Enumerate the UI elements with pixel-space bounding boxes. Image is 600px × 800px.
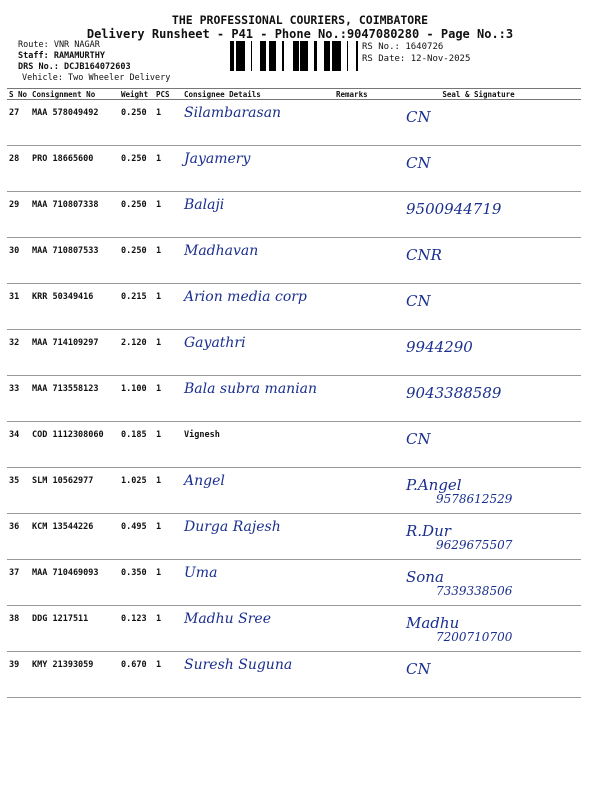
- row-consignee: [182, 514, 334, 560]
- barcode-bar: [336, 41, 338, 71]
- row-consignee: [182, 238, 334, 284]
- row-consignment: MAA 710469093: [30, 560, 119, 606]
- consignee-name: Angel: [184, 473, 225, 489]
- row-consignee: [182, 606, 334, 652]
- barcode-bar: [269, 41, 270, 71]
- signature-phone: 7339338506: [436, 584, 513, 598]
- row-pcs: 1: [154, 146, 182, 192]
- barcode-bar: [329, 41, 330, 71]
- consignee-name: Durga Rajesh: [184, 519, 281, 535]
- table-header-row: [7, 89, 581, 100]
- company-title: THE PROFESSIONAL COURIERS, COIMBATORE: [171, 13, 429, 27]
- row-consignment: PRO 18665600: [30, 146, 119, 192]
- row-weight: 0.670: [119, 652, 154, 698]
- table-row: [7, 560, 581, 606]
- signature-mark: P.Angel: [406, 476, 462, 494]
- row-signature: [376, 376, 581, 422]
- barcode-bar: [294, 41, 296, 71]
- signature-phone: 9629675507: [436, 538, 513, 552]
- table-row: [7, 284, 581, 330]
- table-row: [7, 376, 581, 422]
- row-pcs: 1: [154, 652, 182, 698]
- row-remarks: [334, 652, 376, 698]
- row-pcs: 1: [154, 100, 182, 146]
- barcode-bar: [335, 41, 336, 71]
- row-sno: 27: [7, 100, 30, 146]
- row-sno: 32: [7, 330, 30, 376]
- consignee-name: Uma: [184, 565, 218, 581]
- row-signature: [376, 330, 581, 376]
- route-label: Route: VNR NAGAR: [18, 40, 100, 50]
- barcode-bar: [272, 41, 275, 71]
- signature-mark: CN: [406, 430, 431, 448]
- row-signature: [376, 192, 581, 238]
- col-signature: Seal & Signature: [376, 89, 581, 100]
- row-weight: 0.185: [119, 422, 154, 468]
- row-pcs: 1: [154, 514, 182, 560]
- row-consignment: COD 1112308060: [30, 422, 119, 468]
- row-consignee: [182, 192, 334, 238]
- row-weight: 0.215: [119, 284, 154, 330]
- barcode-bar: [242, 41, 245, 71]
- row-sno: 29: [7, 192, 30, 238]
- row-consignee: [182, 284, 334, 330]
- row-consignee: [182, 100, 334, 146]
- signature-mark: CN: [406, 292, 431, 310]
- barcode-bar: [260, 41, 263, 71]
- rs-number: RS No.: 1640726: [362, 42, 444, 52]
- row-pcs: 1: [154, 376, 182, 422]
- row-signature: [376, 560, 581, 606]
- row-remarks: [334, 192, 376, 238]
- row-consignment: MAA 578049492: [30, 100, 119, 146]
- row-sno: 28: [7, 146, 30, 192]
- barcode-bar: [296, 41, 299, 71]
- signature-phone: 7200710700: [436, 630, 513, 644]
- col-consignee: Consignee Details: [182, 89, 334, 100]
- rs-date: RS Date: 12-Nov-2025: [362, 54, 471, 64]
- row-consignment: DDG 1217511: [30, 606, 119, 652]
- table-row: [7, 330, 581, 376]
- row-signature: [376, 146, 581, 192]
- row-sno: 37: [7, 560, 30, 606]
- table-row: [7, 468, 581, 514]
- table-row: [7, 514, 581, 560]
- row-signature: [376, 652, 581, 698]
- col-sno: S No: [7, 89, 30, 100]
- row-consignment: MAA 713558123: [30, 376, 119, 422]
- barcode-bar: [326, 41, 329, 71]
- table-row: [7, 606, 581, 652]
- row-weight: 0.250: [119, 146, 154, 192]
- table-row: [7, 422, 581, 468]
- signature-mark: CN: [406, 154, 431, 172]
- barcode-bar: [236, 41, 239, 71]
- row-sno: 35: [7, 468, 30, 514]
- barcode-bar: [338, 41, 341, 71]
- barcode-bar: [293, 41, 294, 71]
- row-pcs: 1: [154, 330, 182, 376]
- row-remarks: [334, 422, 376, 468]
- row-sno: 31: [7, 284, 30, 330]
- barcode-bar: [239, 41, 240, 71]
- row-consignment: KCM 13544226: [30, 514, 119, 560]
- row-consignment: MAA 710807338: [30, 192, 119, 238]
- runsheet-subtitle: Delivery Runsheet - P41 - Phone No.:9047080280 - Page No.:3: [86, 27, 514, 41]
- barcode-bar: [263, 41, 264, 71]
- drs-label: DRS No.: DCJB164072603: [18, 62, 131, 72]
- row-consignment: MAA 710807533: [30, 238, 119, 284]
- row-pcs: 1: [154, 238, 182, 284]
- table-row: [7, 100, 581, 146]
- signature-mark: 9944290: [406, 338, 473, 356]
- signature-mark: 9043388589: [406, 384, 502, 402]
- barcode-bar: [324, 41, 326, 71]
- row-consignment: KRR 50349416: [30, 284, 119, 330]
- row-pcs: 1: [154, 606, 182, 652]
- signature-phone: 9578612529: [436, 492, 513, 506]
- row-remarks: [334, 376, 376, 422]
- signature-mark: CNR: [406, 246, 442, 264]
- row-consignee: [182, 652, 334, 698]
- consignee-name: Madhu Sree: [184, 611, 271, 627]
- col-consignment: Consignment No: [30, 89, 119, 100]
- staff-label: Staff: RAMAMURTHY: [18, 51, 105, 61]
- row-signature: [376, 284, 581, 330]
- row-pcs: 1: [154, 192, 182, 238]
- consignee-name: Bala subra manian: [184, 381, 318, 397]
- row-consignment: KMY 21393059: [30, 652, 119, 698]
- signature-mark: R.Dur: [406, 522, 451, 540]
- row-consignment: SLM 10562977: [30, 468, 119, 514]
- row-weight: 0.250: [119, 192, 154, 238]
- col-remarks: Remarks: [334, 89, 376, 100]
- row-sno: 30: [7, 238, 30, 284]
- row-remarks: [334, 514, 376, 560]
- barcode-bar: [251, 41, 252, 71]
- signature-mark: CN: [406, 660, 431, 678]
- row-consignee: [182, 422, 334, 468]
- row-remarks: [334, 468, 376, 514]
- barcode-bar: [230, 41, 233, 71]
- row-sno: 36: [7, 514, 30, 560]
- consignee-name: Madhavan: [184, 243, 259, 259]
- row-weight: 0.495: [119, 514, 154, 560]
- barcode-bar: [264, 41, 266, 71]
- row-remarks: [334, 284, 376, 330]
- barcode: [230, 41, 358, 71]
- row-consignee: [182, 146, 334, 192]
- row-weight: 0.250: [119, 100, 154, 146]
- row-remarks: [334, 100, 376, 146]
- row-weight: 1.100: [119, 376, 154, 422]
- row-sno: 38: [7, 606, 30, 652]
- runsheet-table: [7, 88, 581, 698]
- row-pcs: 1: [154, 468, 182, 514]
- barcode-bar: [305, 41, 306, 71]
- barcode-bar: [356, 41, 358, 71]
- col-pcs: PCS: [154, 89, 182, 100]
- row-consignee: [182, 468, 334, 514]
- signature-mark: Madhu: [406, 614, 460, 632]
- row-remarks: [334, 560, 376, 606]
- row-pcs: 1: [154, 422, 182, 468]
- barcode-bar: [332, 41, 335, 71]
- table-row: [7, 146, 581, 192]
- row-remarks: [334, 330, 376, 376]
- consignee-name: Balaji: [184, 197, 225, 213]
- row-signature: [376, 238, 581, 284]
- consignee-name: Silambarasan: [184, 105, 282, 121]
- barcode-bar: [282, 41, 284, 71]
- row-consignee: [182, 560, 334, 606]
- table-row: [7, 652, 581, 698]
- barcode-bar: [306, 41, 308, 71]
- vehicle-label: Vehicle: Two Wheeler Delivery: [22, 73, 171, 83]
- row-weight: 0.250: [119, 238, 154, 284]
- signature-mark: Sona: [406, 568, 444, 586]
- barcode-bar: [275, 41, 276, 71]
- row-weight: 0.123: [119, 606, 154, 652]
- col-weight: Weight: [119, 89, 154, 100]
- barcode-bar: [240, 41, 242, 71]
- barcode-bar: [347, 41, 348, 71]
- row-signature: [376, 100, 581, 146]
- row-consignee: [182, 330, 334, 376]
- row-weight: 0.350: [119, 560, 154, 606]
- barcode-bar: [302, 41, 305, 71]
- consignee-name: Suresh Suguna: [184, 657, 293, 673]
- row-sno: 39: [7, 652, 30, 698]
- barcode-bar: [314, 41, 317, 71]
- row-remarks: [334, 146, 376, 192]
- barcode-bar: [300, 41, 302, 71]
- row-consignee: [182, 376, 334, 422]
- row-signature: [376, 606, 581, 652]
- table-row: [7, 238, 581, 284]
- barcode-bar: [233, 41, 234, 71]
- row-signature: [376, 514, 581, 560]
- row-weight: 2.120: [119, 330, 154, 376]
- signature-mark: 9500944719: [406, 200, 502, 218]
- row-pcs: 1: [154, 284, 182, 330]
- row-pcs: 1: [154, 560, 182, 606]
- barcode-bar: [270, 41, 272, 71]
- row-weight: 1.025: [119, 468, 154, 514]
- consignee-name: Arion media corp: [184, 289, 307, 305]
- consignee-name: Vignesh: [184, 430, 220, 440]
- row-remarks: [334, 606, 376, 652]
- row-remarks: [334, 238, 376, 284]
- row-sno: 33: [7, 376, 30, 422]
- row-consignment: MAA 714109297: [30, 330, 119, 376]
- consignee-name: Jayamery: [184, 151, 251, 167]
- row-signature: [376, 422, 581, 468]
- signature-mark: CN: [406, 108, 431, 126]
- row-sno: 34: [7, 422, 30, 468]
- table-row: [7, 192, 581, 238]
- consignee-name: Gayathri: [184, 335, 246, 351]
- row-signature: [376, 468, 581, 514]
